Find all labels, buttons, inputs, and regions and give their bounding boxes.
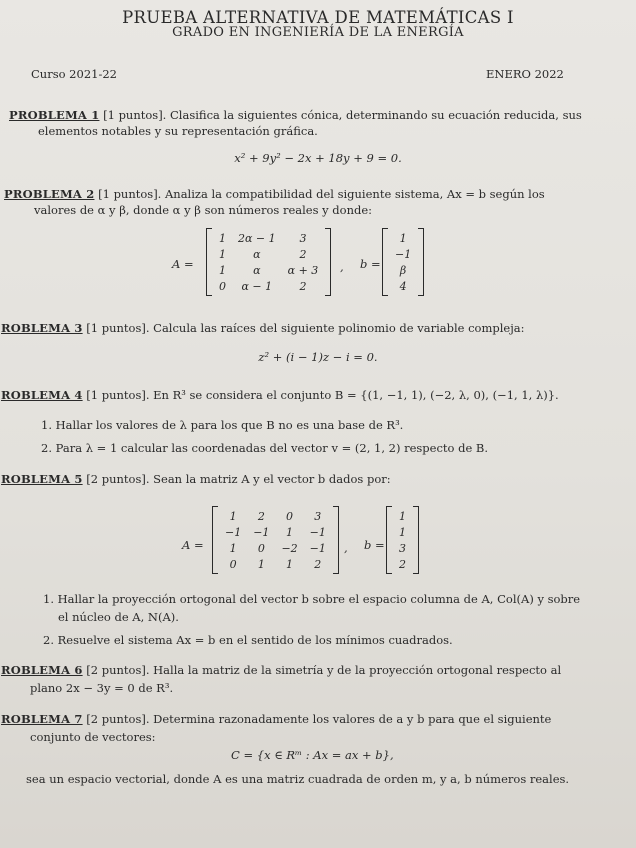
problem-6-text1: [2 puntos]. Halla la matriz de la simetría y de la proyección ortogonal respecto al xyxy=(82,663,562,677)
problem-4-item-2: 2. Para λ = 1 calcular las coordenadas del vector v = (2, 1, 2) respecto de B. xyxy=(41,441,489,455)
matrix-cell: 0 xyxy=(257,541,265,555)
matrix-cell: −1 xyxy=(309,541,326,555)
matrix-cell: 0 xyxy=(229,557,237,571)
problem-6-line1 xyxy=(1,662,561,678)
matrix-cell: −2 xyxy=(281,541,298,555)
matrix-cell: 0 xyxy=(286,509,294,523)
problem-5-matrix-A xyxy=(212,506,339,574)
problem-7-equation: C = {x ∈ Rᵐ : Ax = ax + b}, xyxy=(231,748,394,762)
matrix-cell: 2 xyxy=(299,247,307,261)
problem-6-line2: plano 2x − 3y = 0 de R³. xyxy=(30,681,174,695)
problem-2-line1 xyxy=(4,186,545,202)
course-label: Curso 2021-22 xyxy=(31,67,117,81)
matrix-row xyxy=(389,262,417,278)
problem-1-label: PROBLEMA 1 xyxy=(9,108,100,122)
problem-5-A-label: A = xyxy=(182,538,204,552)
problem-7-label: ROBLEMA 7 xyxy=(1,712,83,726)
exam-date: ENERO 2022 xyxy=(486,67,564,81)
problem-4-item-1: 1. Hallar los valores de λ para los que B no es una base de R³. xyxy=(41,418,404,432)
problem-7-line3: sea un espacio vectorial, donde A es una matriz cuadrada de orden m, y a, b números reales. xyxy=(26,772,570,786)
matrix-cell: α xyxy=(253,247,261,261)
exam-subtitle: GRADO EN INGENIERÍA DE LA ENERGÍA xyxy=(172,25,464,40)
matrix-cell: β xyxy=(399,263,407,277)
problem-3-text1: [1 puntos]. Calcula las raíces del siguiente polinomio de variable compleja: xyxy=(82,321,525,335)
matrix-cell: −1 xyxy=(253,525,270,539)
problem-1-line2: elementos notables y su representación gráfica. xyxy=(38,124,318,138)
problem-2-separator: , xyxy=(340,260,344,274)
matrix-cell: 3 xyxy=(314,509,322,523)
matrix-cell: 1 xyxy=(399,231,407,245)
problem-3-equation: z² + (i − 1)z − i = 0. xyxy=(258,350,378,364)
matrix-row xyxy=(213,262,324,278)
matrix-cell: α − 1 xyxy=(241,279,273,293)
matrix-cell: α + 3 xyxy=(287,263,319,277)
matrix-cell: α xyxy=(253,263,261,277)
matrix-cell: 1 xyxy=(399,509,406,523)
problem-2-A-label: A = xyxy=(172,257,194,271)
problem-1-text1: [1 puntos]. Clasifica la siguientes cónica, determinando su ecuación reducida, sus xyxy=(99,108,582,122)
matrix-row xyxy=(213,278,324,294)
problem-6-label: ROBLEMA 6 xyxy=(1,663,83,677)
problem-7-line2: conjunto de vectores: xyxy=(30,730,156,744)
problem-5-item-2: 2. Resuelve el sistema Ax = b en el sentido de los mínimos cuadrados. xyxy=(43,633,453,647)
problem-5-text1: [2 puntos]. Sean la matriz A y el vector b dados por: xyxy=(82,472,391,486)
matrix-cell: 0 xyxy=(219,279,226,293)
problem-3-line1 xyxy=(1,320,525,336)
matrix-row xyxy=(393,508,412,524)
matrix-cell: 2α − 1 xyxy=(238,231,276,245)
matrix-cell: 2 xyxy=(399,557,406,571)
problem-1-line1 xyxy=(9,107,582,123)
problem-4-label: ROBLEMA 4 xyxy=(1,388,83,402)
problem-2-line2: valores de α y β, donde α y β son números reales y donde: xyxy=(34,203,373,217)
matrix-row xyxy=(393,556,412,572)
problem-5-item-1-cont: el núcleo de A, N(A). xyxy=(58,610,179,624)
problem-5-vector-b xyxy=(386,506,419,574)
matrix-cell: 1 xyxy=(229,509,237,523)
exam-title: PRUEBA ALTERNATIVA DE MATEMÁTICAS I xyxy=(122,8,514,27)
matrix-cell: 1 xyxy=(219,263,226,277)
matrix-row xyxy=(393,524,412,540)
problem-3-label: ROBLEMA 3 xyxy=(1,321,83,335)
matrix-cell: 1 xyxy=(219,247,226,261)
problem-4-text1: [1 puntos]. En R³ se considera el conjunto B = {(1, −1, 1), (−2, λ, 0), (−1, 1, λ)}. xyxy=(82,388,559,402)
problem-2-label: PROBLEMA 2 xyxy=(4,187,95,201)
matrix-row xyxy=(389,278,417,294)
matrix-row xyxy=(219,556,332,572)
problem-4-line1 xyxy=(1,387,559,403)
matrix-row xyxy=(219,508,332,524)
matrix-cell: 1 xyxy=(286,557,294,571)
problem-5-label: ROBLEMA 5 xyxy=(1,472,83,486)
matrix-cell: 1 xyxy=(399,525,406,539)
problem-2-vector-b xyxy=(382,228,424,296)
matrix-cell: 1 xyxy=(286,525,294,539)
problem-5-line1 xyxy=(1,471,391,487)
problem-5-b-label: b = xyxy=(364,538,385,552)
matrix-row xyxy=(219,540,332,556)
matrix-cell: 4 xyxy=(399,279,407,293)
problem-5-separator: , xyxy=(344,541,348,555)
problem-2-text1: [1 puntos]. Analiza la compatibilidad del siguiente sistema, Ax = b según los xyxy=(94,187,545,201)
matrix-row xyxy=(393,540,412,556)
matrix-cell: 1 xyxy=(219,231,226,245)
matrix-cell: −1 xyxy=(309,525,326,539)
problem-5-item-1: 1. Hallar la proyección ortogonal del vector b sobre el espacio columna de A, Col(A) y sobre xyxy=(43,592,581,606)
matrix-row xyxy=(213,246,324,262)
matrix-cell: 3 xyxy=(299,231,307,245)
matrix-cell: 1 xyxy=(229,541,237,555)
problem-1-equation: x² + 9y² − 2x + 18y + 9 = 0. xyxy=(234,151,402,165)
matrix-cell: 2 xyxy=(299,279,307,293)
matrix-row xyxy=(389,230,417,246)
matrix-row xyxy=(219,524,332,540)
matrix-row xyxy=(389,246,417,262)
matrix-cell: 2 xyxy=(257,509,265,523)
problem-7-text1: [2 puntos]. Determina razonadamente los valores de a y b para que el siguiente xyxy=(82,712,552,726)
matrix-cell: 1 xyxy=(257,557,265,571)
problem-2-matrix-A xyxy=(206,228,331,296)
matrix-row xyxy=(213,230,324,246)
matrix-cell: −1 xyxy=(225,525,242,539)
problem-7-line1 xyxy=(1,711,551,727)
matrix-cell: 2 xyxy=(314,557,322,571)
matrix-cell: 3 xyxy=(399,541,406,555)
problem-2-b-label: b = xyxy=(360,257,381,271)
matrix-cell: −1 xyxy=(395,247,412,261)
